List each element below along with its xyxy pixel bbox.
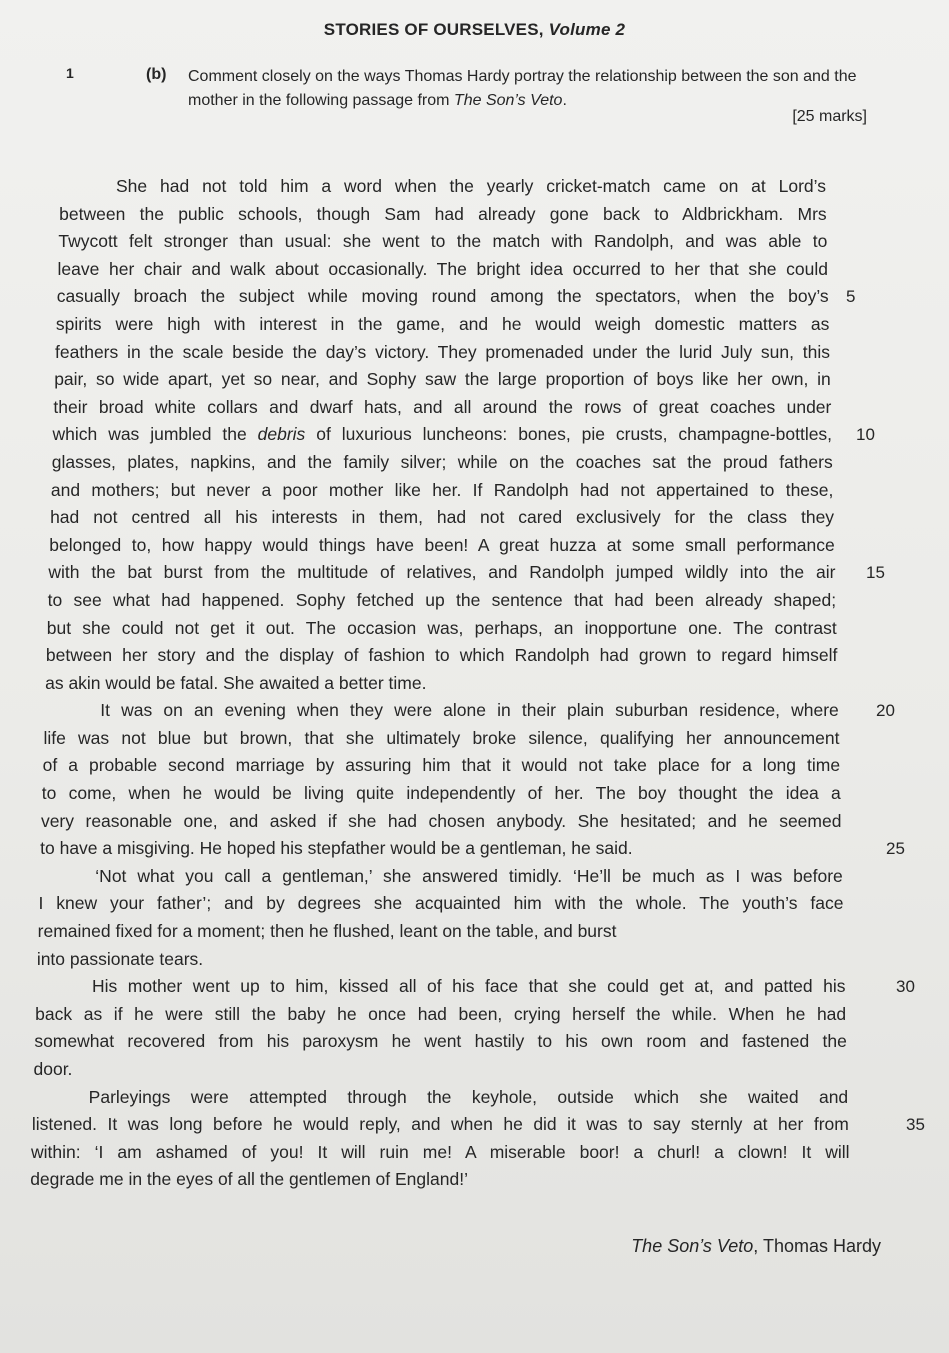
passage-line	[26, 311, 926, 339]
passage-line	[26, 863, 926, 891]
passage-line	[26, 918, 926, 946]
passage-line	[26, 752, 926, 780]
passage-line-text: spirits were high with interest in the game, and he would weigh domestic matters as	[55, 313, 830, 334]
passage-line-text: It was on an evening when they were alone in their plain suburban residence, where	[100, 700, 839, 721]
passage	[26, 173, 926, 1194]
attribution-author: , Thomas Hardy	[753, 1236, 881, 1256]
passage-line	[26, 504, 926, 532]
passage-line-text: door.	[33, 1059, 73, 1079]
passage-line-text: as akin would be fatal. She awaited a better time.	[45, 672, 427, 693]
passage-line-text: very reasonable one, and asked if she had chosen anybody. She hesitated; and he seemed	[40, 810, 842, 831]
passage-line-text: She had not told him a word when the yearly cricket-match came on at Lord’s	[116, 176, 826, 196]
line-number: 25	[886, 839, 905, 859]
line-number: 20	[876, 701, 895, 721]
header-title: STORIES OF OURSELVES,	[323, 20, 544, 39]
passage-line-text: within: ‘I am ashamed of you! It will ruin me! A miserable boor! a churl! a clown! It will	[31, 1141, 850, 1162]
passage-line	[26, 477, 926, 505]
passage-line-text: with the bat burst from the multitude of relatives, and Randolph jumped wildly into the air	[48, 562, 836, 583]
question-prompt-text: Comment closely on the ways Thomas Hardy portray the relationship between the son and the mother in the following passage from	[188, 68, 857, 109]
passage-line-text: Parleyings were attempted through the keyhole, outside which she waited and	[88, 1086, 849, 1107]
passage-line	[26, 587, 926, 615]
line-number: 35	[906, 1115, 925, 1135]
passage-line	[26, 725, 926, 753]
passage-line	[26, 1001, 926, 1029]
passage-line	[26, 339, 926, 367]
line-number: 10	[856, 425, 875, 445]
passage-line	[26, 394, 926, 422]
passage-line	[26, 973, 926, 1001]
header-volume: Volume 2	[548, 20, 626, 39]
question-prompt-end: .	[562, 92, 567, 109]
question-prompt	[188, 65, 868, 113]
passage-line-text: Twycott felt stronger than usual: she went to the match with Randolph, and was able to	[58, 231, 828, 252]
passage-line-text: between her story and the display of fashion to which Randolph had grown to regard himself	[45, 645, 838, 666]
line-number: 5	[846, 287, 856, 307]
passage-line	[26, 946, 926, 974]
passage-line	[26, 1139, 926, 1167]
question-part: (b)	[146, 66, 167, 83]
passage-line-text: to see what had happened. Sophy fetched up the sentence that had been already shaped;	[47, 589, 837, 610]
passage-line	[26, 366, 926, 394]
passage-line	[26, 808, 926, 836]
passage-line-text: His mother went up to him, kissed all of his face that she could get at, and patted his	[91, 976, 846, 997]
passage-line	[26, 1111, 926, 1139]
passage-line	[26, 532, 926, 560]
passage-line	[26, 1084, 926, 1112]
passage-line	[26, 697, 926, 725]
passage-line-text: life was not blue but brown, that she ultimately broke silence, qualifying her announcement	[43, 727, 840, 748]
passage-line-text: and mothers; but never a poor mother like her. If Randolph had not appertained to these,	[50, 479, 834, 500]
passage-line-text: somewhat recovered from his paroxysm he went hastily to his own room and fastened the	[34, 1031, 847, 1052]
line-number: 30	[896, 977, 915, 997]
passage-line-text: casually broach the subject while moving round among the spectators, when the boy’s	[56, 286, 829, 307]
passage-line-text: feathers in the scale beside the day’s victory. They promenaded under the lurid July sun, this	[55, 341, 831, 362]
passage-line-text: had not centred all his interests in them, had not cared exclusively for the class they	[50, 507, 835, 528]
passage-line	[26, 256, 926, 284]
passage-line-text: which was jumbled the debris of luxurious luncheons: bones, pie crusts, champagne-bottles,	[52, 424, 833, 445]
passage-line	[26, 780, 926, 808]
passage-line-text: degrade me in the eyes of all the gentlemen of England!’	[30, 1169, 468, 1190]
passage-line-text: into passionate tears.	[36, 948, 204, 969]
passage-line-text: leave her chair and walk about occasionally. The bright idea occurred to her that she could	[57, 258, 829, 279]
passage-line-text: belonged to, how happy would things have been! A great huzza at some small performance	[49, 534, 835, 555]
passage-line-text: listened. It was long before he would reply, and when he did it was to say sternly at her from	[31, 1114, 849, 1135]
passage-line	[26, 1028, 926, 1056]
passage-line-text: remained fixed for a moment; then he flushed, leant on the table, and burst	[37, 921, 617, 942]
passage-line-text: of a probable second marriage by assuring him that it would not take place for a long time	[42, 755, 841, 776]
passage-line	[26, 449, 926, 477]
passage-line	[26, 642, 926, 670]
passage-line	[26, 559, 926, 587]
passage-line	[26, 835, 926, 863]
passage-attribution	[631, 1236, 881, 1257]
passage-line-text: between the public schools, though Sam had already gone back to Aldbrickham. Mrs	[59, 203, 827, 224]
marks-label: [25 marks]	[792, 108, 867, 125]
passage-line	[26, 615, 926, 643]
page-header	[0, 20, 949, 40]
passage-line-text: pair, so wide apart, yet so near, and Sophy saw the large proportion of boys like her own, in	[54, 369, 831, 390]
passage-line-text: to have a misgiving. He hoped his stepfather would be a gentleman, he said.	[40, 838, 633, 859]
passage-line-text: back as if he were still the baby he once had been, crying herself the while. When he had	[35, 1003, 847, 1024]
passage-line	[26, 173, 926, 201]
question-prompt-title: The Son’s Veto	[453, 92, 563, 109]
passage-line-text: I knew your father’; and by degrees she acquainted him with the whole. The youth’s face	[38, 893, 844, 914]
passage-line	[26, 890, 926, 918]
passage-line	[26, 1166, 926, 1194]
passage-line-text: ‘Not what you call a gentleman,’ she answered timidly. ‘He’ll be much as I was before	[95, 865, 843, 886]
attribution-title: The Son’s Veto	[631, 1236, 754, 1256]
passage-line	[26, 421, 926, 449]
passage-line-text: their broad white collars and dwarf hats, and all around the rows of great coaches under	[53, 396, 832, 417]
passage-line-text: to come, when he would be living quite independently of her. The boy thought the idea a	[41, 783, 841, 804]
passage-line-text: glasses, plates, napkins, and the family silver; while on the coaches sat the proud fathers	[51, 451, 833, 472]
passage-line	[26, 283, 926, 311]
line-number: 15	[866, 563, 885, 583]
passage-line-text: but she could not get it out. The occasion was, perhaps, an inopportune one. The contrast	[46, 617, 837, 638]
passage-line	[26, 228, 926, 256]
passage-line	[26, 670, 926, 698]
question-number: 1	[66, 65, 74, 81]
passage-line	[26, 1056, 926, 1084]
passage-line	[26, 201, 926, 229]
